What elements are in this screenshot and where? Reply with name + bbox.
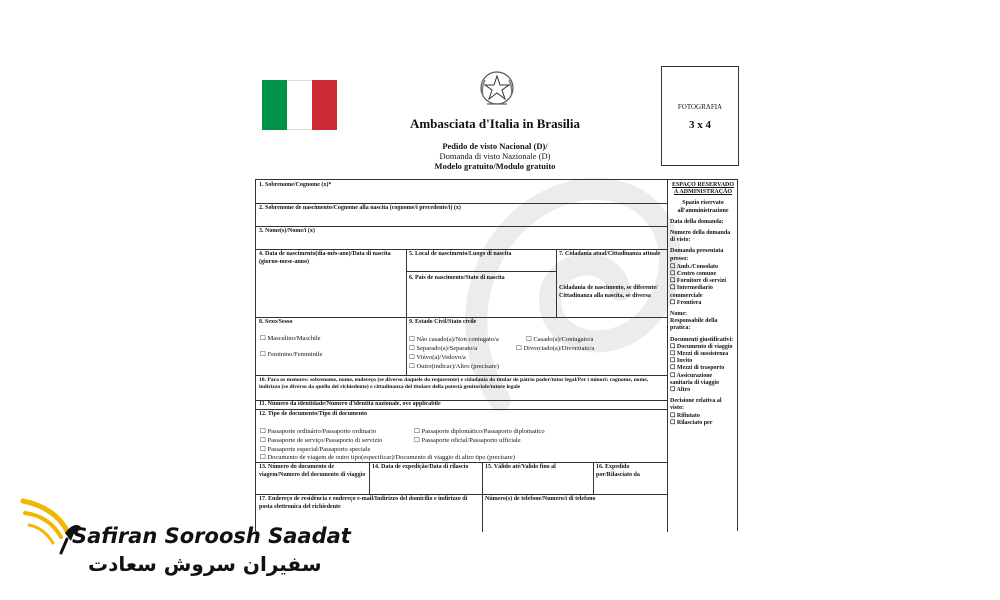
checkbox-service-passport[interactable]: ☐ Passaporte de serviço/Passaporto di servizio [260,437,383,444]
visa-form [255,179,738,531]
admin-presented-label: Domanda presentata presso: [670,248,724,262]
admin-date-label: Data della domanda: [670,218,724,225]
flag-red-stripe [312,80,337,130]
admin-decision-option[interactable]: ☐ Rifiutato [670,412,700,419]
checkbox-female[interactable]: ☐ Feminino/Femminile [260,351,323,358]
subtitle-line-2: Domanda di visto Nazionale (D) [439,151,551,161]
field-birth-date[interactable]: 4. Data de nascimento(dia-mês-ano)/Data di nascita (giorno-mese-anno) [259,251,391,265]
checkbox-unmarried[interactable]: ☐ Não casado(a)/Non coniugato/a [409,336,499,343]
admin-doc-option[interactable]: ☐ Assicurazione sanitaria di viaggio [670,372,720,386]
field-surname[interactable]: 1. Sobrenome/Cognome (x)* [259,182,332,188]
checkbox-widowed[interactable]: ☐ Viúvo(a)/Vedovo/a [409,354,466,361]
admin-responsible-label: Responsabile della pratica: [670,318,718,332]
field-birth-place[interactable]: 5. Local de nascimento/Luogo di nascita [409,251,512,257]
admin-doc-option[interactable]: ☐ Mezzi di sussistenza [670,351,729,358]
brand-name-fa: سفیران سروش سعادت [88,552,322,576]
admin-doc-option[interactable]: ☐ Documento di viaggio [670,343,733,350]
field-birth-nationality[interactable]: Cidadania de nascimento, se diferente/ Cittadinanza alla nascita, se diversa [559,285,658,299]
field-nationality[interactable]: 7. Cidadania atual/Cittadinanza attuale [559,251,661,257]
flag-white-stripe [287,80,312,130]
subtitle-line-3: Modelo gratuito/Modulo gratuito [434,161,556,171]
admin-option[interactable]: ☐ Centro comune [670,271,717,278]
admin-sidebar [667,180,739,429]
italian-flag [262,80,337,130]
checkbox-separated[interactable]: ☐ Separado(a)/Separato/a [409,345,478,352]
checkbox-divorced[interactable]: ☐ Divorciado(a)/Divorziato/a [516,345,595,352]
field-birth-country[interactable]: 6. País de nascimento/Stato di nascita [409,275,505,281]
admin-number-label: Numero della domanda di visto: [670,230,731,244]
field-document-number[interactable]: 13. Número do documento de viagem/Numero del documento di viaggio [259,464,366,478]
admin-option[interactable]: ☐ Fornitore di servizi [670,278,727,285]
field-address-email[interactable]: 17. Endereço de residência e endereço e-mail/Indirizzo del domicilio e indirizzo di posta elettronica del richiedente [259,496,468,510]
admin-docs-label: Documenti giustificativi: [670,336,734,343]
photo-size: 3 x 4 [689,119,711,131]
checkbox-diplomatic-passport[interactable]: ☐ Passaporte diplomático/Passaporto diplomatico [414,428,545,435]
field-sex: 8. Sexo/Sesso [259,319,293,325]
field-first-name[interactable]: 3. Nome(s)/Nome/i (x) [259,228,315,234]
field-issued-by[interactable]: 16. Expedido por/Rilasciato da [596,464,640,478]
admin-heading: ESPAÇO RESERVADO À ADMINISTRAÇÃO [671,182,735,196]
embassy-title: Ambasciata d'Italia in Brasilia [409,116,581,131]
checkbox-married[interactable]: ☐ Casado(a)/Coniugato/a [526,336,594,343]
brand-name-en: Safiran Soroosh Saadat [72,524,351,548]
admin-option[interactable]: ☐ Amb./Consolato [670,263,719,270]
italian-emblem-icon [477,66,517,110]
checkbox-ordinary-passport[interactable]: ☐ Passaporte ordinário/Passaporto ordinario [260,428,377,435]
admin-name-label: Nome: [670,311,687,318]
field-document-type: 12. Tipo de documento/Tipo di documento [259,411,368,417]
field-birth-surname[interactable]: 2. Sobrenome de nascimento/Cognome alla nascita (cognome/i precedente/i) (x) [259,205,461,211]
field-civil-status: 9. Estado Civil/Stato civile [409,319,477,325]
admin-doc-option[interactable]: ☐ Invito [670,358,693,365]
admin-doc-option[interactable]: ☐ Mezzi di trasporto [670,365,725,372]
field-phone[interactable]: Número(s) de telefone/Numero/i di telefono [485,496,596,502]
admin-doc-option[interactable]: ☐ Altro [670,387,691,394]
field-valid-until[interactable]: 15. Válido até/Valido fino al [485,464,556,470]
admin-decision-label: Decisione relativa al visto: [670,398,722,412]
field-issue-date[interactable]: 14. Data de expedição/Data di rilascio [372,464,469,470]
admin-decision-option[interactable]: ☐ Rilasciato per [670,419,713,426]
checkbox-other-document[interactable]: ☐ Documento de viagem de outro tipo(especificar)/Documento di viaggio di altro tipo (precisare) [260,454,515,461]
admin-option[interactable]: ☐ Frontiera [670,299,702,306]
checkbox-other-status[interactable]: ☐ Outro(indicar)/Altro (precisare) [409,363,499,370]
checkbox-special-passport[interactable]: ☐ Passaporte especial/Passaporto speciale [260,446,371,453]
flag-green-stripe [262,80,287,130]
checkbox-official-passport[interactable]: ☐ Passaporte oficial/Passaporto ufficiale [414,437,521,444]
checkbox-male[interactable]: ☐ Masculino/Maschile [260,335,321,342]
photo-label: FOTOGRAFIA [677,103,723,111]
field-id-number[interactable]: 11. Número da identidade/Numero d'identità nazionale, ove applicabile [259,401,441,407]
subtitle-line-1: Pedido de visto Nacional (D)/ [442,141,548,151]
admin-heading-it: Spazio riservato all'amministrazione [677,200,729,214]
field-minors-guardian[interactable]: 10. Para os menores: sobrenome, nome, endereço (se diverso daquele do requerente) e cidadania do titular de pátrio poder/tutor legal/Per i minori: cognome, nome, indirizzo (se diverso da quello del richiedente) e cittadinanza del titolare della potestà genitoriale/tutore legale [259,377,649,390]
admin-option[interactable]: ☐ Intermediario commerciale [670,285,713,299]
